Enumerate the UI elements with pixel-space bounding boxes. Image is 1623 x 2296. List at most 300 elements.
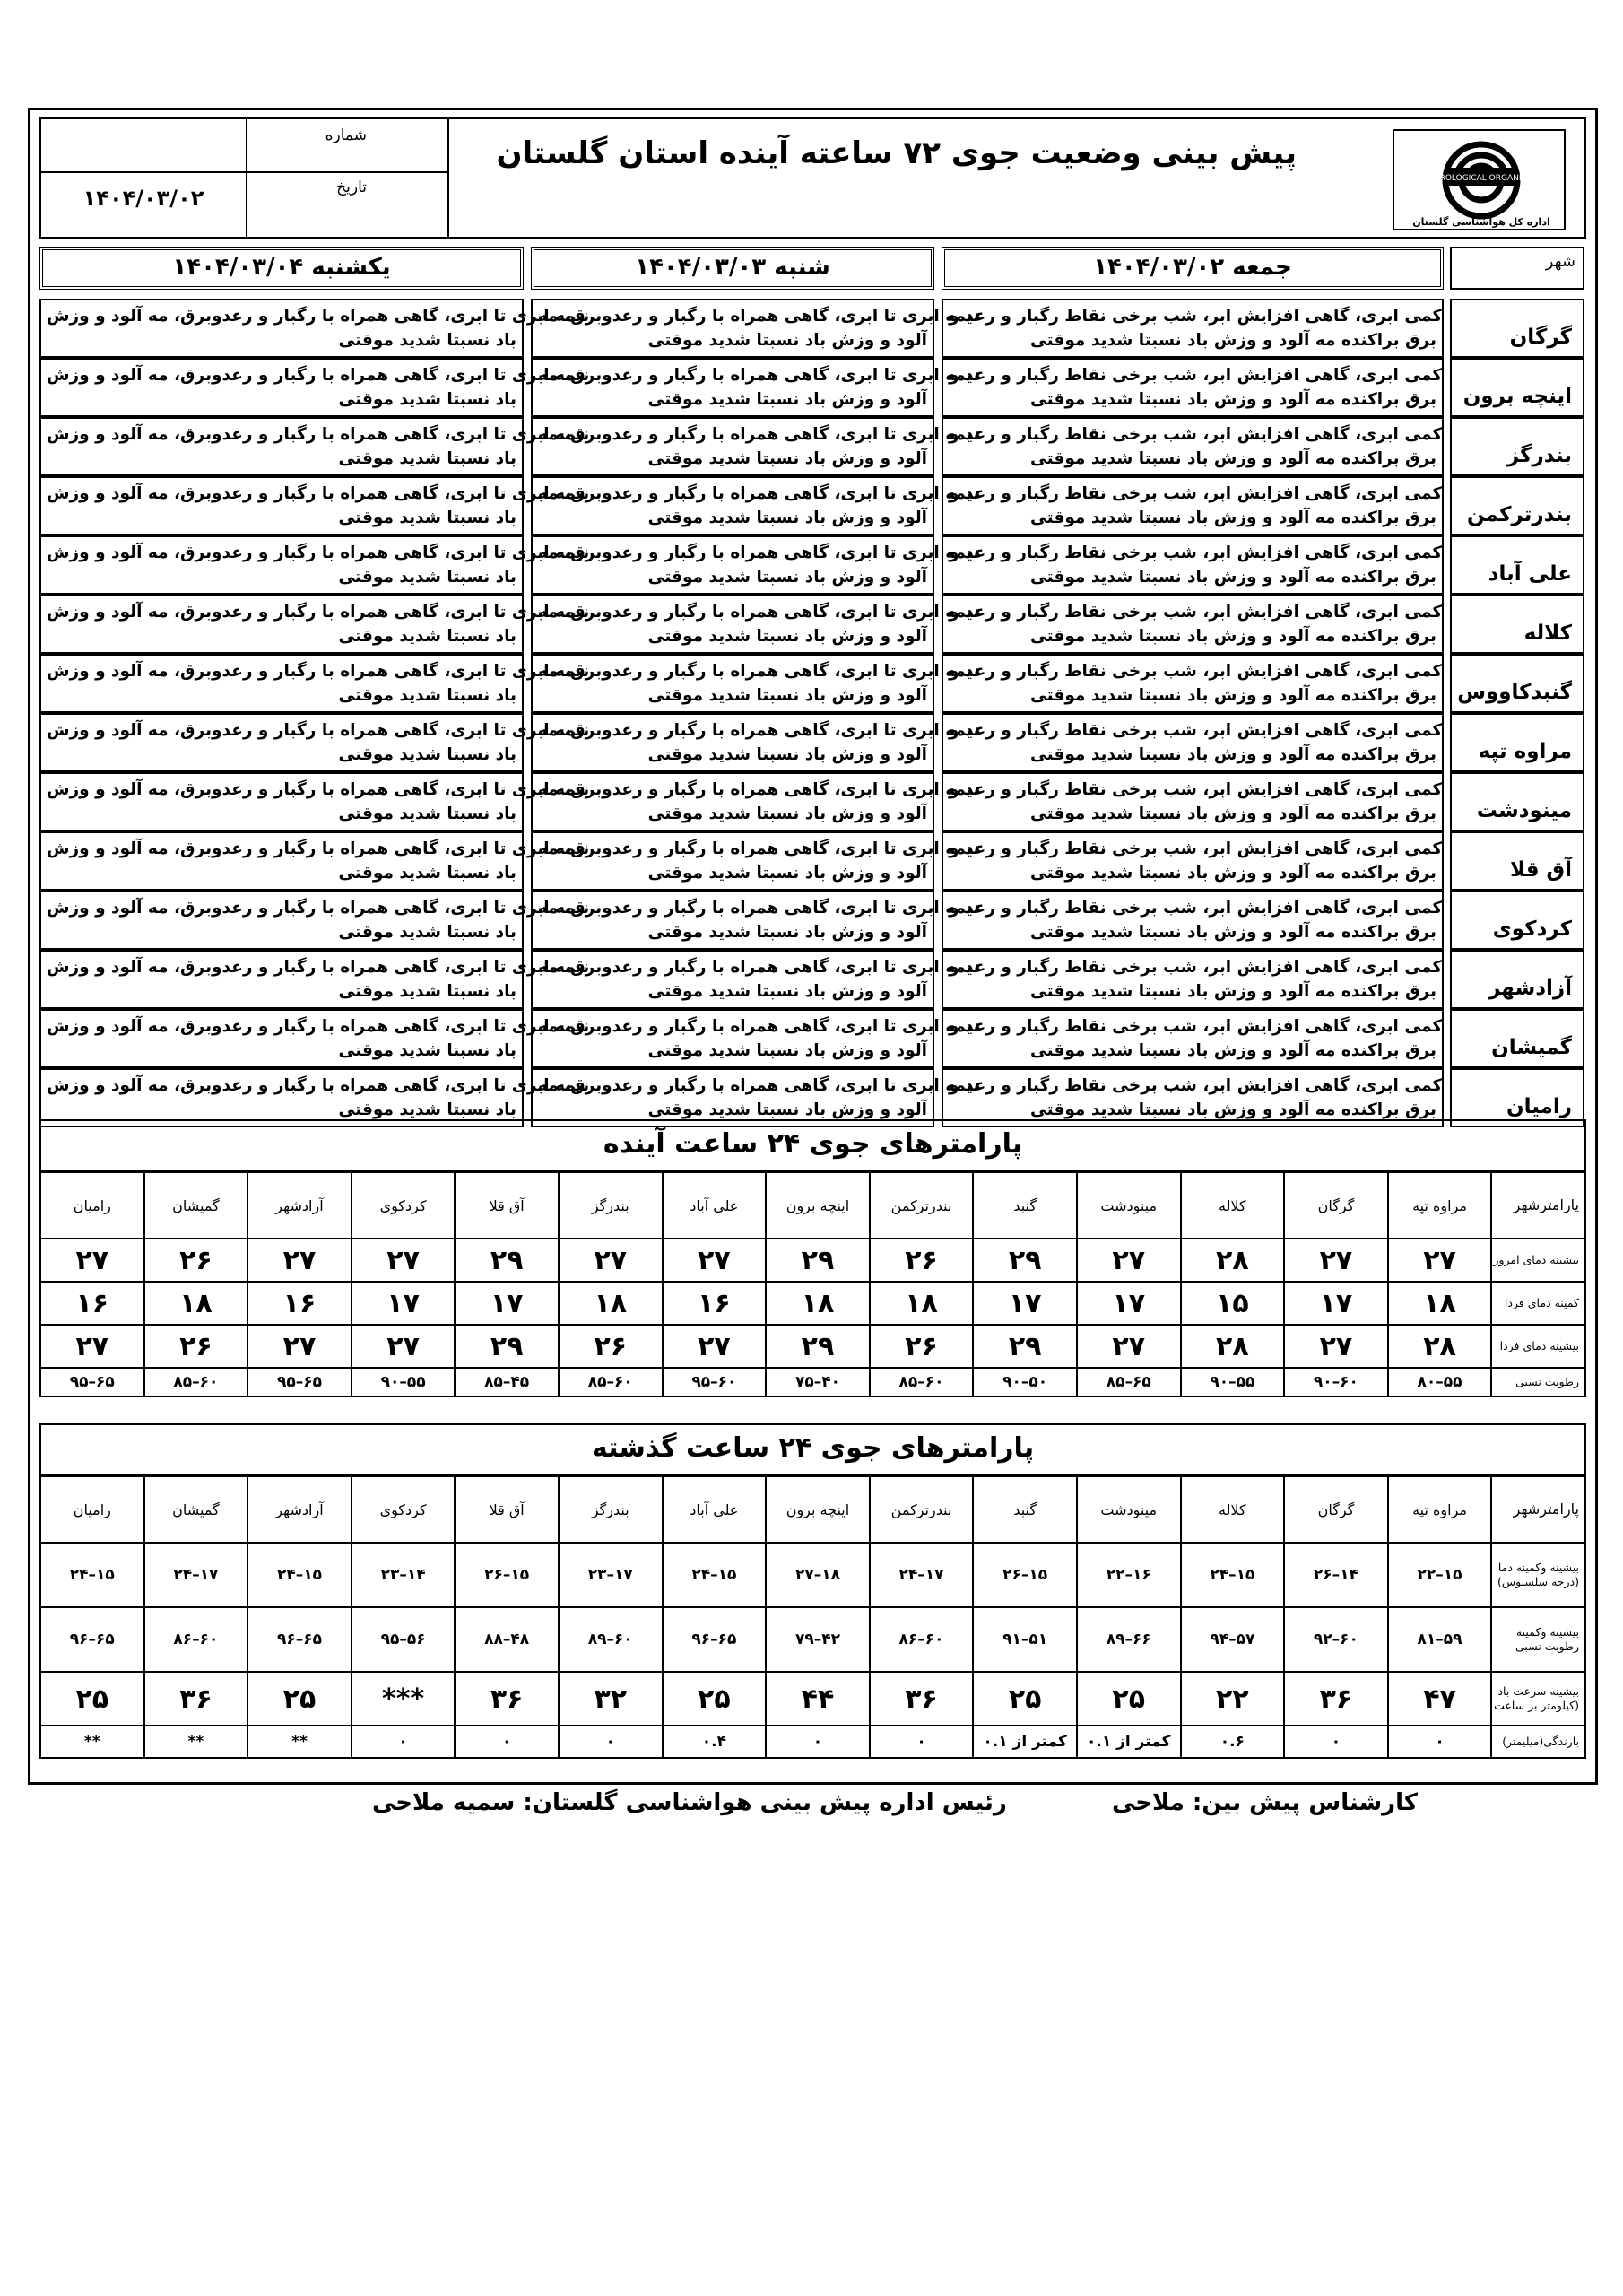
forecast-text-line: نیمه ابری تا ابری، گاهی همراه با رگبار و رعدوبرق، مه آلود و وزش bbox=[47, 425, 590, 444]
forecast-cell-day1 bbox=[942, 476, 1444, 535]
param-row-label: رطوبت نسبی bbox=[1491, 1368, 1585, 1396]
forecast-row bbox=[39, 417, 1586, 476]
day-header-3: یکشنبه ۱۴۰۴/۰۳/۰۴ bbox=[39, 247, 524, 290]
logo-text: METEOROLOGICAL ORGANIZATION bbox=[1410, 174, 1552, 183]
forecast-text-line: آلود و وزش باد نسبتا شدید موقتی bbox=[647, 686, 927, 705]
param-city-name: آق قلا bbox=[455, 1476, 559, 1543]
param-value: ۹۶–۶۵ bbox=[40, 1607, 144, 1672]
forecast-text-line: باد نسبتا شدید موقتی bbox=[338, 1041, 516, 1060]
param-row-label: بیشینه وکمینه دما (درجه سلسیوس) bbox=[1491, 1543, 1585, 1607]
next24-table bbox=[39, 1171, 1586, 1397]
forecast-text-line: برق براکنده مه آلود و وزش باد نسبتا شدید موقتی bbox=[1029, 1041, 1436, 1060]
param-value: ۲۶ bbox=[144, 1325, 248, 1368]
forecast-text-line: باد نسبتا شدید موقتی bbox=[338, 686, 516, 705]
param-value: ۸۸–۴۸ bbox=[455, 1607, 559, 1672]
forecast-cell-day1 bbox=[942, 417, 1444, 476]
forecast-text-line: باد نسبتا شدید موقتی bbox=[338, 923, 516, 942]
forecast-text-line: نیمه ابری تا ابری، گاهی همراه با رگبار و رعدوبرق، مه آلود و وزش bbox=[47, 662, 590, 681]
param-value: ۸۵–۶۰ bbox=[870, 1368, 974, 1396]
param-value: ۲۵ bbox=[663, 1672, 767, 1726]
forecast-text-line: باد نسبتا شدید موقتی bbox=[338, 1100, 516, 1119]
forecast-cell-day3 bbox=[39, 654, 590, 713]
forecast-text-line: نیمه ابری تا ابری، گاهی همراه با رگبار و رعدوبرق، مه bbox=[538, 1076, 980, 1095]
param-value: ۲۳–۱۴ bbox=[352, 1543, 456, 1607]
forecast-text-line: کمی ابری، گاهی افزایش ابر، شب برخی نقاط رگبار و رعد و bbox=[949, 899, 1443, 918]
head-signature: رئیس اداره پیش بینی هواشناسی گلستان: سمیه ملاحی bbox=[372, 1789, 1007, 1816]
forecast-cell-day3 bbox=[39, 831, 590, 891]
forecast-text-line: نیمه ابری تا ابری، گاهی همراه با رگبار و رعدوبرق، مه bbox=[538, 1017, 980, 1036]
forecast-text-line: نیمه ابری تا ابری، گاهی همراه با رگبار و رعدوبرق، مه bbox=[538, 899, 980, 918]
param-city-name: رامیان bbox=[40, 1476, 144, 1543]
forecast-text-line: نیمه ابری تا ابری، گاهی همراه با رگبار و رعدوبرق، مه bbox=[538, 958, 980, 977]
forecast-row bbox=[39, 595, 1586, 654]
forecast-row bbox=[39, 950, 1586, 1009]
forecast-cell-day3 bbox=[39, 299, 590, 358]
param-value: ۷۵–۴۰ bbox=[766, 1368, 870, 1396]
param-row-label: بارندگی(میلیمتر) bbox=[1491, 1726, 1585, 1758]
forecast-text-line: نیمه ابری تا ابری، گاهی همراه با رگبار و رعدوبرق، مه bbox=[538, 662, 980, 681]
forecast-text-line: نیمه ابری تا ابری، گاهی همراه با رگبار و رعدوبرق، مه bbox=[538, 307, 980, 326]
forecast-text-line: نیمه ابری تا ابری، گاهی همراه با رگبار و رعدوبرق، مه bbox=[538, 484, 980, 503]
param-value: ۲۳–۱۷ bbox=[559, 1543, 663, 1607]
forecast-text-line: باد نسبتا شدید موقتی bbox=[338, 804, 516, 823]
param-value: ۰.۴ bbox=[663, 1726, 767, 1758]
param-value: ۰ bbox=[455, 1726, 559, 1758]
forecast-row bbox=[39, 476, 1586, 535]
forecast-text-line: نیمه ابری تا ابری، گاهی همراه با رگبار و رعدوبرق، مه bbox=[538, 721, 980, 740]
forecast-cell-day1 bbox=[942, 654, 1444, 713]
param-city-name: آق قلا bbox=[455, 1172, 559, 1239]
next24-title: پارامترهای جوی ۲۴ ساعت آینده bbox=[39, 1119, 1586, 1171]
forecast-text-line: نیمه ابری تا ابری، گاهی همراه با رگبار و رعدوبرق، مه bbox=[538, 839, 980, 858]
city-name: آق قلا bbox=[1450, 831, 1584, 891]
param-value: ۲۷ bbox=[1284, 1239, 1388, 1282]
forecast-row bbox=[39, 654, 1586, 713]
forecast-text-line: کمی ابری، گاهی افزایش ابر، شب برخی نقاط رگبار و رعد و bbox=[949, 780, 1443, 799]
param-value: ۲۹ bbox=[766, 1239, 870, 1282]
param-value: ۹۴–۵۷ bbox=[1181, 1607, 1285, 1672]
param-value: ۹۲–۶۰ bbox=[1284, 1607, 1388, 1672]
param-city-name: کردکوی bbox=[352, 1476, 456, 1543]
param-value: ۹۰–۵۵ bbox=[1181, 1368, 1285, 1396]
forecast-text-line: نیمه ابری تا ابری، گاهی همراه با رگبار و رعدوبرق، مه آلود و وزش bbox=[47, 780, 590, 799]
param-value: ۱۷ bbox=[455, 1282, 559, 1325]
param-value: ۲۹ bbox=[766, 1325, 870, 1368]
param-value: ۲۷ bbox=[40, 1325, 144, 1368]
forecast-text-line: باد نسبتا شدید موقتی bbox=[338, 982, 516, 1001]
param-value: ۲۴–۱۵ bbox=[40, 1543, 144, 1607]
param-row-label: بیشینه وکمینه رطوبت نسبی bbox=[1491, 1607, 1585, 1672]
forecast-cell-day2 bbox=[531, 595, 980, 654]
param-value: ۹۵–۶۵ bbox=[247, 1368, 352, 1396]
param-value: ۲۹ bbox=[973, 1239, 1077, 1282]
param-value: ۲۷ bbox=[559, 1239, 663, 1282]
param-city-name: مینودشت bbox=[1077, 1172, 1181, 1239]
forecast-text-line: کمی ابری، گاهی افزایش ابر، شب برخی نقاط رگبار و رعد و bbox=[949, 1076, 1443, 1095]
city-name: گنبدکاووس bbox=[1450, 654, 1584, 713]
param-value: ۱۶ bbox=[247, 1282, 352, 1325]
param-value: ۲۸ bbox=[1388, 1325, 1492, 1368]
forecast-text-line: کمی ابری، گاهی افزایش ابر، شب برخی نقاط رگبار و رعد و bbox=[949, 839, 1443, 858]
param-value: ۱۷ bbox=[352, 1282, 456, 1325]
param-value: ۲۹ bbox=[455, 1239, 559, 1282]
param-value: ۹۵–۵۶ bbox=[352, 1607, 456, 1672]
forecast-text-line: نیمه ابری تا ابری، گاهی همراه با رگبار و رعدوبرق، مه bbox=[538, 603, 980, 622]
forecast-cell-day1 bbox=[942, 358, 1444, 417]
param-value: ۲۸ bbox=[1181, 1325, 1285, 1368]
forecast-cell-day3 bbox=[39, 1009, 590, 1068]
param-city-name: بندرگز bbox=[559, 1172, 663, 1239]
param-city-name: گنبد bbox=[973, 1172, 1077, 1239]
param-value: ۲۶–۱۵ bbox=[973, 1543, 1077, 1607]
forecaster-signature: کارشناس پیش بین: ملاحی bbox=[1112, 1789, 1419, 1816]
forecast-text-line: آلود و وزش باد نسبتا شدید موقتی bbox=[647, 449, 927, 468]
param-value: ۹۰–۶۰ bbox=[1284, 1368, 1388, 1396]
param-value: ۰ bbox=[870, 1726, 974, 1758]
param-value: ۱۶ bbox=[40, 1282, 144, 1325]
param-city-name: گنبد bbox=[973, 1476, 1077, 1543]
param-value: ۳۶ bbox=[144, 1672, 248, 1726]
param-value: ۸۹–۶۶ bbox=[1077, 1607, 1181, 1672]
param-value: ۲۷ bbox=[1284, 1325, 1388, 1368]
forecast-cell-day3 bbox=[39, 535, 590, 595]
param-city-name: آزادشهر bbox=[247, 1172, 352, 1239]
forecast-text-line: باد نسبتا شدید موقتی bbox=[338, 390, 516, 409]
city-name: آزادشهر bbox=[1450, 950, 1584, 1009]
date-value: ۱۴۰۴/۰۳/۰۲ bbox=[41, 173, 247, 237]
param-value: ۲۲ bbox=[1181, 1672, 1285, 1726]
param-value: ۷۹–۴۲ bbox=[766, 1607, 870, 1672]
param-value: ۱۷ bbox=[1077, 1282, 1181, 1325]
param-value: ۹۶–۶۵ bbox=[247, 1607, 352, 1672]
param-value: کمتر از ۰.۱ bbox=[973, 1726, 1077, 1758]
forecast-cell-day2 bbox=[531, 358, 980, 417]
forecast-text-line: کمی ابری، گاهی افزایش ابر، شب برخی نقاط رگبار و رعد و bbox=[949, 425, 1443, 444]
param-city-name: بندرگز bbox=[559, 1476, 663, 1543]
param-value: ۸۵–۶۵ bbox=[1077, 1368, 1181, 1396]
param-value: ۲۶ bbox=[144, 1239, 248, 1282]
param-value: ۲۴–۱۷ bbox=[144, 1543, 248, 1607]
param-value: ۲۶–۱۵ bbox=[455, 1543, 559, 1607]
param-value: ** bbox=[40, 1726, 144, 1758]
param-value: ۲۷ bbox=[663, 1239, 767, 1282]
param-value: ۲۹ bbox=[455, 1325, 559, 1368]
param-value: ۳۶ bbox=[1284, 1672, 1388, 1726]
param-value: ۲۴–۱۵ bbox=[247, 1543, 352, 1607]
forecast-cell-day3 bbox=[39, 358, 590, 417]
forecast-text-line: کمی ابری، گاهی افزایش ابر، شب برخی نقاط رگبار و رعد و bbox=[949, 366, 1443, 385]
forecast-cell-day3 bbox=[39, 772, 590, 831]
forecast-text-line: برق براکنده مه آلود و وزش باد نسبتا شدید موقتی bbox=[1029, 745, 1436, 764]
day-header-2: شنبه ۱۴۰۴/۰۳/۰۳ bbox=[531, 247, 934, 290]
city-column-header: شهر bbox=[1450, 247, 1584, 290]
forecast-cell-day3 bbox=[39, 595, 590, 654]
param-value: ۹۵–۶۵ bbox=[40, 1368, 144, 1396]
param-row-label: کمینه دمای فردا bbox=[1491, 1282, 1585, 1325]
param-header-label: پارامترشهر bbox=[1491, 1476, 1585, 1543]
forecast-text-line: کمی ابری، گاهی افزایش ابر، شب برخی نقاط رگبار و رعد و bbox=[949, 484, 1443, 503]
param-value: ۲۶ bbox=[559, 1325, 663, 1368]
param-city-name: گرگان bbox=[1284, 1172, 1388, 1239]
meteorological-organization-logo bbox=[1392, 128, 1567, 231]
city-name: مراوه تپه bbox=[1450, 713, 1584, 772]
forecast-cell-day3 bbox=[39, 417, 590, 476]
forecast-cell-day1 bbox=[942, 772, 1444, 831]
forecast-text-line: کمی ابری، گاهی افزایش ابر، شب برخی نقاط رگبار و رعد و bbox=[949, 603, 1443, 622]
param-value: ۱۸ bbox=[870, 1282, 974, 1325]
city-name: گرگان bbox=[1450, 299, 1584, 358]
param-value: ** bbox=[247, 1726, 352, 1758]
forecast-text-line: برق براکنده مه آلود و وزش باد نسبتا شدید موقتی bbox=[1029, 627, 1436, 646]
param-value: ۱۷ bbox=[1284, 1282, 1388, 1325]
param-value: ۲۷ bbox=[247, 1239, 352, 1282]
forecast-row bbox=[39, 535, 1586, 595]
param-city-name: بندرترکمن bbox=[870, 1476, 974, 1543]
param-value: ۲۲–۱۶ bbox=[1077, 1543, 1181, 1607]
forecast-text-line: کمی ابری، گاهی افزایش ابر، شب برخی نقاط رگبار و رعد و bbox=[949, 1017, 1443, 1036]
forecast-text-line: برق براکنده مه آلود و وزش باد نسبتا شدید موقتی bbox=[1029, 509, 1436, 527]
forecast-cell-day2 bbox=[531, 1009, 980, 1068]
forecast-text-line: آلود و وزش باد نسبتا شدید موقتی bbox=[647, 331, 927, 350]
forecast-cell-day2 bbox=[531, 772, 980, 831]
forecast-text-line: نیمه ابری تا ابری، گاهی همراه با رگبار و رعدوبرق، مه bbox=[538, 366, 980, 385]
param-value: ۸۶–۶۰ bbox=[144, 1607, 248, 1672]
param-value: ۳۲ bbox=[559, 1672, 663, 1726]
param-value: ۳۶ bbox=[870, 1672, 974, 1726]
forecast-text-line: نیمه ابری تا ابری، گاهی همراه با رگبار و رعدوبرق، مه آلود و وزش bbox=[47, 603, 590, 622]
param-value: ۲۷–۱۸ bbox=[766, 1543, 870, 1607]
forecast-text-line: نیمه ابری تا ابری، گاهی همراه با رگبار و رعدوبرق، مه bbox=[538, 544, 980, 562]
param-value: ۲۷ bbox=[352, 1325, 456, 1368]
forecast-text-line: نیمه ابری تا ابری، گاهی همراه با رگبار و رعدوبرق، مه آلود و وزش bbox=[47, 544, 590, 562]
forecast-row bbox=[39, 1009, 1586, 1068]
forecast-row bbox=[39, 713, 1586, 772]
forecast-text-line: برق براکنده مه آلود و وزش باد نسبتا شدید موقتی bbox=[1029, 923, 1436, 942]
param-value: ۲۴–۱۷ bbox=[870, 1543, 974, 1607]
city-name: بندرگز bbox=[1450, 417, 1584, 476]
forecast-text-line: باد نسبتا شدید موقتی bbox=[338, 449, 516, 468]
forecast-cell-day1 bbox=[942, 535, 1444, 595]
param-row bbox=[40, 1368, 1585, 1396]
past24-title: پارامترهای جوی ۲۴ ساعت گذشته bbox=[39, 1423, 1586, 1475]
param-value: ۱۸ bbox=[1388, 1282, 1492, 1325]
forecast-cell-day2 bbox=[531, 535, 980, 595]
forecast-text-line: کمی ابری، گاهی افزایش ابر، شب برخی نقاط رگبار و رعد و bbox=[949, 307, 1443, 326]
param-city-name: اینچه برون bbox=[766, 1476, 870, 1543]
logo-caption: اداره کل هواشناسی گلستان bbox=[1412, 216, 1550, 228]
forecast-cell-day1 bbox=[942, 891, 1444, 950]
forecast-cell-day1 bbox=[942, 595, 1444, 654]
param-value: ۸۱–۵۹ bbox=[1388, 1607, 1492, 1672]
city-names-row bbox=[40, 1476, 1585, 1543]
forecast-text-line: آلود و وزش باد نسبتا شدید موقتی bbox=[647, 804, 927, 823]
forecast-cell-day2 bbox=[531, 417, 980, 476]
city-names-row bbox=[40, 1172, 1585, 1239]
forecast-text-line: نیمه ابری تا ابری، گاهی همراه با رگبار و رعدوبرق، مه آلود و وزش bbox=[47, 958, 590, 977]
forecast-text-line: نیمه ابری تا ابری، گاهی همراه با رگبار و رعدوبرق، مه آلود و وزش bbox=[47, 899, 590, 918]
forecast-text-line: برق براکنده مه آلود و وزش باد نسبتا شدید موقتی bbox=[1029, 864, 1436, 883]
param-value: ۲۶ bbox=[870, 1325, 974, 1368]
city-name: بندرترکمن bbox=[1450, 476, 1584, 535]
param-row bbox=[40, 1543, 1585, 1607]
document-header bbox=[39, 117, 1586, 239]
forecast-text-line: آلود و وزش باد نسبتا شدید موقتی bbox=[647, 982, 927, 1001]
forecast-text-line: آلود و وزش باد نسبتا شدید موقتی bbox=[647, 627, 927, 646]
param-city-name: کلاله bbox=[1181, 1476, 1285, 1543]
param-value: ۲۷ bbox=[40, 1239, 144, 1282]
param-value: ۱۷ bbox=[973, 1282, 1077, 1325]
city-name: کلاله bbox=[1450, 595, 1584, 654]
param-value: ۸۵–۶۰ bbox=[144, 1368, 248, 1396]
param-value: ** bbox=[144, 1726, 248, 1758]
forecast-cell-day1 bbox=[942, 299, 1444, 358]
param-value: ۳۶ bbox=[455, 1672, 559, 1726]
forecast-text-line: نیمه ابری تا ابری، گاهی همراه با رگبار و رعدوبرق، مه آلود و وزش bbox=[47, 721, 590, 740]
city-name: مینودشت bbox=[1450, 772, 1584, 831]
forecast-text-line: باد نسبتا شدید موقتی bbox=[338, 331, 516, 350]
param-value: ۴۴ bbox=[766, 1672, 870, 1726]
forecast-text-line: باد نسبتا شدید موقتی bbox=[338, 568, 516, 587]
city-name: اینچه برون bbox=[1450, 358, 1584, 417]
forecast-row bbox=[39, 831, 1586, 891]
param-city-name: گرگان bbox=[1284, 1476, 1388, 1543]
param-value: ۲۵ bbox=[973, 1672, 1077, 1726]
forecast-cell-day3 bbox=[39, 891, 590, 950]
param-value: ۲۷ bbox=[1077, 1325, 1181, 1368]
param-row bbox=[40, 1325, 1585, 1368]
forecast-cell-day2 bbox=[531, 654, 980, 713]
page-title: پیش بینی وضعیت جوی ۷۲ ساعته آینده استان گلستان bbox=[496, 135, 1297, 171]
forecast-text-line: برق براکنده مه آلود و وزش باد نسبتا شدید موقتی bbox=[1029, 1100, 1436, 1119]
number-label: شماره bbox=[247, 119, 449, 173]
param-city-name: کلاله bbox=[1181, 1172, 1285, 1239]
param-value: ۹۱–۵۱ bbox=[973, 1607, 1077, 1672]
forecast-text-line: برق براکنده مه آلود و وزش باد نسبتا شدید موقتی bbox=[1029, 686, 1436, 705]
param-value: ۱۶ bbox=[663, 1282, 767, 1325]
param-value: ۲۵ bbox=[40, 1672, 144, 1726]
forecast-cell-day2 bbox=[531, 831, 980, 891]
param-value: *** bbox=[352, 1672, 456, 1726]
forecast-text-line: برق براکنده مه آلود و وزش باد نسبتا شدید موقتی bbox=[1029, 568, 1436, 587]
forecast-text-line: برق براکنده مه آلود و وزش باد نسبتا شدید موقتی bbox=[1029, 982, 1436, 1001]
forecast-cell-day2 bbox=[531, 950, 980, 1009]
param-value: ۱۸ bbox=[766, 1282, 870, 1325]
forecast-text-line: آلود و وزش باد نسبتا شدید موقتی bbox=[647, 745, 927, 764]
forecast-cell-day2 bbox=[531, 476, 980, 535]
param-value: ۲۷ bbox=[352, 1239, 456, 1282]
param-value: ۲۷ bbox=[1388, 1239, 1492, 1282]
param-city-name: علی آباد bbox=[663, 1476, 767, 1543]
forecast-cell-day3 bbox=[39, 476, 590, 535]
param-value: ۰ bbox=[766, 1726, 870, 1758]
forecast-text-line: نیمه ابری تا ابری، گاهی همراه با رگبار و رعدوبرق، مه آلود و وزش bbox=[47, 839, 590, 858]
param-city-name: گمیشان bbox=[144, 1476, 248, 1543]
forecast-row bbox=[39, 891, 1586, 950]
forecast-text-line: نیمه ابری تا ابری، گاهی همراه با رگبار و رعدوبرق، مه bbox=[538, 425, 980, 444]
forecast-text-line: آلود و وزش باد نسبتا شدید موقتی bbox=[647, 390, 927, 409]
param-value: کمتر از ۰.۱ bbox=[1077, 1726, 1181, 1758]
past24-table bbox=[39, 1475, 1586, 1759]
param-value: ۱۵ bbox=[1181, 1282, 1285, 1325]
city-name: کردکوی bbox=[1450, 891, 1584, 950]
param-value: ۲۵ bbox=[247, 1672, 352, 1726]
param-city-name: مینودشت bbox=[1077, 1476, 1181, 1543]
day-header-1: جمعه ۱۴۰۴/۰۳/۰۲ bbox=[942, 247, 1444, 290]
param-value: ۲۶ bbox=[870, 1239, 974, 1282]
forecast-text-line: نیمه ابری تا ابری، گاهی همراه با رگبار و رعدوبرق، مه آلود و وزش bbox=[47, 1076, 590, 1095]
param-row-label: بیشینه دمای امروز bbox=[1491, 1239, 1585, 1282]
forecast-text-line: کمی ابری، گاهی افزایش ابر، شب برخی نقاط رگبار و رعد و bbox=[949, 958, 1443, 977]
param-city-name: اینچه برون bbox=[766, 1172, 870, 1239]
param-value: ۱۸ bbox=[559, 1282, 663, 1325]
forecast-row bbox=[39, 299, 1586, 358]
param-city-name: مراوه تپه bbox=[1388, 1172, 1492, 1239]
param-value: ۲۸ bbox=[1181, 1239, 1285, 1282]
param-row-label: بیشینه سرعت باد (کیلومتر بر ساعت bbox=[1491, 1672, 1585, 1726]
param-city-name: مراوه تپه bbox=[1388, 1476, 1492, 1543]
forecast-text-line: نیمه ابری تا ابری، گاهی همراه با رگبار و رعدوبرق، مه آلود و وزش bbox=[47, 366, 590, 385]
forecast-text-line: کمی ابری، گاهی افزایش ابر، شب برخی نقاط رگبار و رعد و bbox=[949, 662, 1443, 681]
param-value: ۸۰–۵۵ bbox=[1388, 1368, 1492, 1396]
forecast-text-line: آلود و وزش باد نسبتا شدید موقتی bbox=[647, 1041, 927, 1060]
param-city-name: رامیان bbox=[40, 1172, 144, 1239]
forecast-text-line: باد نسبتا شدید موقتی bbox=[338, 509, 516, 527]
param-value: ۰ bbox=[352, 1726, 456, 1758]
param-value: ۲۹ bbox=[973, 1325, 1077, 1368]
param-value: ۰.۶ bbox=[1181, 1726, 1285, 1758]
param-value: ۲۵ bbox=[1077, 1672, 1181, 1726]
forecast-cell-day1 bbox=[942, 713, 1444, 772]
param-value: ۹۶–۶۵ bbox=[663, 1607, 767, 1672]
forecast-text-line: کمی ابری، گاهی افزایش ابر، شب برخی نقاط رگبار و رعد و bbox=[949, 721, 1443, 740]
forecast-text-line: برق براکنده مه آلود و وزش باد نسبتا شدید موقتی bbox=[1029, 449, 1436, 468]
forecast-text-line: نیمه ابری تا ابری، گاهی همراه با رگبار و رعدوبرق، مه آلود و وزش bbox=[47, 307, 590, 326]
param-value: ۸۵–۴۵ bbox=[455, 1368, 559, 1396]
forecast-cell-day3 bbox=[39, 713, 590, 772]
forecast-cell-day1 bbox=[942, 831, 1444, 891]
city-name: علی آباد bbox=[1450, 535, 1584, 595]
param-value: ۲۴–۱۵ bbox=[663, 1543, 767, 1607]
param-city-name: آزادشهر bbox=[247, 1476, 352, 1543]
forecast-cell-day2 bbox=[531, 713, 980, 772]
param-value: ۰ bbox=[1284, 1726, 1388, 1758]
param-row bbox=[40, 1726, 1585, 1758]
forecast-cell-day1 bbox=[942, 1009, 1444, 1068]
forecast-text-line: باد نسبتا شدید موقتی bbox=[338, 745, 516, 764]
param-city-name: بندرترکمن bbox=[870, 1172, 974, 1239]
city-name: گمیشان bbox=[1450, 1009, 1584, 1068]
forecast-text-line: باد نسبتا شدید موقتی bbox=[338, 864, 516, 883]
forecast-document bbox=[28, 108, 1598, 1785]
param-value: ۸۵–۶۰ bbox=[559, 1368, 663, 1396]
param-city-name: کردکوی bbox=[352, 1172, 456, 1239]
param-row-label: بیشینه دمای فردا bbox=[1491, 1325, 1585, 1368]
param-row bbox=[40, 1672, 1585, 1726]
forecast-text-line: نیمه ابری تا ابری، گاهی همراه با رگبار و رعدوبرق، مه آلود و وزش bbox=[47, 484, 590, 503]
param-value: ۰ bbox=[559, 1726, 663, 1758]
forecast-text-line: برق براکنده مه آلود و وزش باد نسبتا شدید موقتی bbox=[1029, 390, 1436, 409]
param-value: ۲۶–۱۴ bbox=[1284, 1543, 1388, 1607]
forecast-text-line: کمی ابری، گاهی افزایش ابر، شب برخی نقاط رگبار و رعد و bbox=[949, 544, 1443, 562]
forecast-cell-day2 bbox=[531, 891, 980, 950]
param-value: ۴۷ bbox=[1388, 1672, 1492, 1726]
forecast-text-line: آلود و وزش باد نسبتا شدید موقتی bbox=[647, 568, 927, 587]
forecast-row bbox=[39, 772, 1586, 831]
param-value: ۸۹–۶۰ bbox=[559, 1607, 663, 1672]
city-name: رامیان bbox=[1450, 1068, 1584, 1127]
param-row bbox=[40, 1239, 1585, 1282]
forecast-text-line: آلود و وزش باد نسبتا شدید موقتی bbox=[647, 864, 927, 883]
